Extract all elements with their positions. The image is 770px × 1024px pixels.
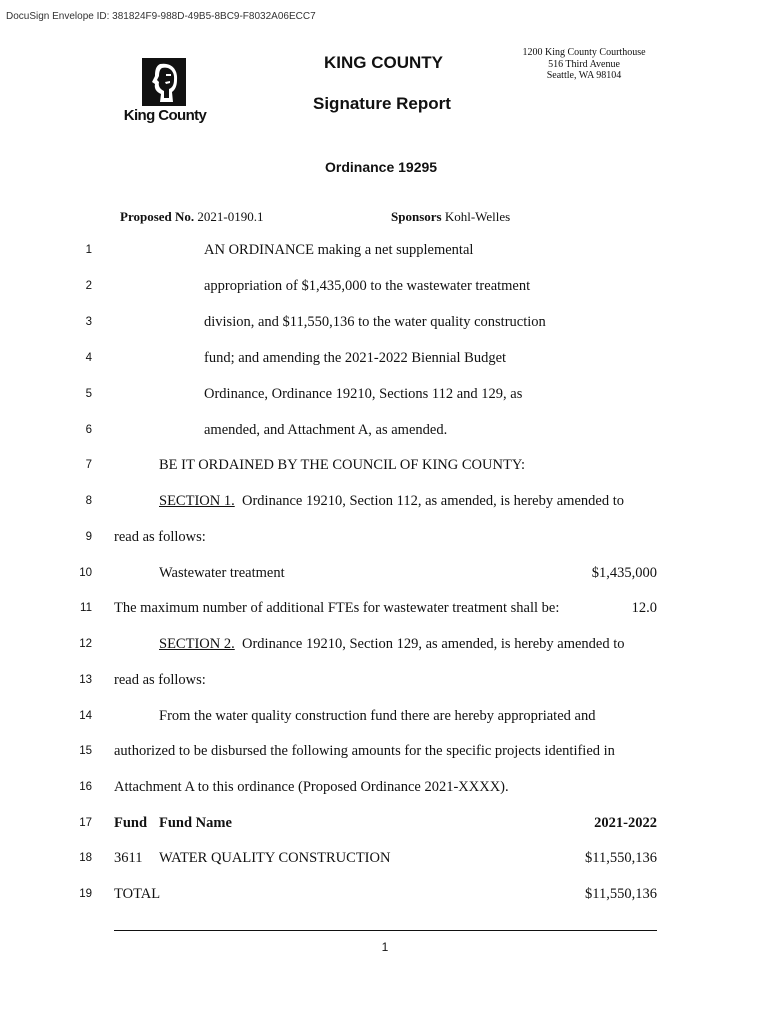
- line-number: 15: [79, 745, 92, 757]
- section-1-paragraph: [159, 493, 624, 510]
- ordinance-title-line: Ordinance, Ordinance 19210, Sections 112 and 129, as: [204, 386, 523, 402]
- section-1-heading: SECTION 1.: [159, 493, 235, 509]
- line-number: 2: [85, 280, 92, 292]
- logo-text: King County: [123, 107, 207, 124]
- appropriation-amount: $1,435,000: [591, 565, 657, 581]
- ordinance-title-line: fund; and amending the 2021-2022 Biennial Budget: [204, 350, 507, 366]
- sponsors-value: Kohl-Welles: [444, 209, 511, 224]
- section-1-text: Ordinance 19210, Section 112, as amended, is hereby amended to: [241, 493, 624, 509]
- line-number: 12: [79, 638, 92, 650]
- county-title: KING COUNTY: [324, 53, 443, 72]
- line-number: 9: [85, 531, 92, 543]
- address-line-3: Seattle, WA 98104: [546, 70, 622, 81]
- ordinance-title-line: division, and $11,550,136 to the water quality construction: [204, 314, 546, 330]
- line-number: 7: [85, 459, 92, 471]
- fte-amount: 12.0: [631, 600, 657, 616]
- section-2-heading: SECTION 2.: [159, 636, 235, 652]
- line-number: 3: [85, 316, 92, 328]
- line-number: 1: [85, 244, 92, 256]
- sponsors: [391, 209, 510, 225]
- line-number: 19: [79, 888, 92, 900]
- section-1-continuation: read as follows:: [114, 529, 206, 545]
- fund-paragraph: From the water quality construction fund there are hereby appropriated and: [159, 708, 596, 724]
- biennium-column-header: 2021-2022: [594, 815, 657, 831]
- enacting-clause: BE IT ORDAINED BY THE COUNCIL OF KING COUNTY:: [159, 457, 525, 473]
- section-2-continuation: read as follows:: [114, 672, 206, 688]
- line-number: 10: [79, 567, 92, 579]
- proposed-label: Proposed No.: [120, 209, 195, 224]
- fund-paragraph: Attachment A to this ordinance (Proposed Ordinance 2021-XXXX).: [114, 779, 509, 795]
- line-number: 13: [79, 674, 92, 686]
- line-number: 16: [79, 781, 92, 793]
- total-amount: $11,550,136: [585, 886, 657, 902]
- ordinance-title: Ordinance 19295: [325, 159, 438, 175]
- sponsors-label: Sponsors: [391, 209, 442, 224]
- fund-name-column-header: Fund Name: [159, 815, 232, 831]
- line-number: 18: [79, 852, 92, 864]
- fund-paragraph: authorized to be disbursed the following amounts for the specific projects identified in: [114, 743, 615, 759]
- fund-number: 3611: [114, 850, 143, 866]
- ordinance-title-line: appropriation of $1,435,000 to the wastewater treatment: [204, 278, 531, 294]
- courthouse-address: [516, 47, 652, 82]
- ordinance-title-line: AN ORDINANCE making a net supplemental: [204, 242, 474, 258]
- king-county-logo-icon: [142, 58, 186, 106]
- line-number: 4: [85, 352, 92, 364]
- line-number: 17: [79, 817, 92, 829]
- docusign-envelope-id: DocuSign Envelope ID: 381824F9-988D-49B5-8BC9-F8032A06ECC7: [6, 11, 316, 22]
- report-title: Signature Report: [313, 94, 451, 113]
- fund-amount: $11,550,136: [585, 850, 657, 866]
- fund-name: WATER QUALITY CONSTRUCTION: [159, 850, 391, 866]
- line-number: 11: [80, 602, 92, 614]
- line-number: 6: [85, 424, 92, 436]
- proposed-number: [120, 209, 264, 225]
- fund-column-header: Fund: [114, 815, 148, 831]
- total-label: TOTAL: [114, 886, 161, 902]
- king-county-logo: [118, 58, 212, 128]
- fte-statement: The maximum number of additional FTEs for wastewater treatment shall be:: [114, 600, 560, 616]
- section-2-text: Ordinance 19210, Section 129, as amended, is hereby amended to: [241, 636, 625, 652]
- ordinance-title-line: amended, and Attachment A, as amended.: [204, 422, 448, 438]
- line-number: 14: [79, 710, 92, 722]
- line-number: 8: [85, 495, 92, 507]
- address-line-2: 516 Third Avenue: [548, 58, 620, 70]
- line-number: 5: [85, 388, 92, 400]
- footer-rule: [114, 930, 657, 931]
- page-number: 1: [381, 940, 389, 954]
- address-line-1: 1200 King County Courthouse: [522, 47, 646, 58]
- section-2-paragraph: [159, 636, 625, 653]
- proposed-value: 2021-0190.1: [197, 209, 264, 224]
- appropriation-item: Wastewater treatment: [159, 565, 285, 581]
